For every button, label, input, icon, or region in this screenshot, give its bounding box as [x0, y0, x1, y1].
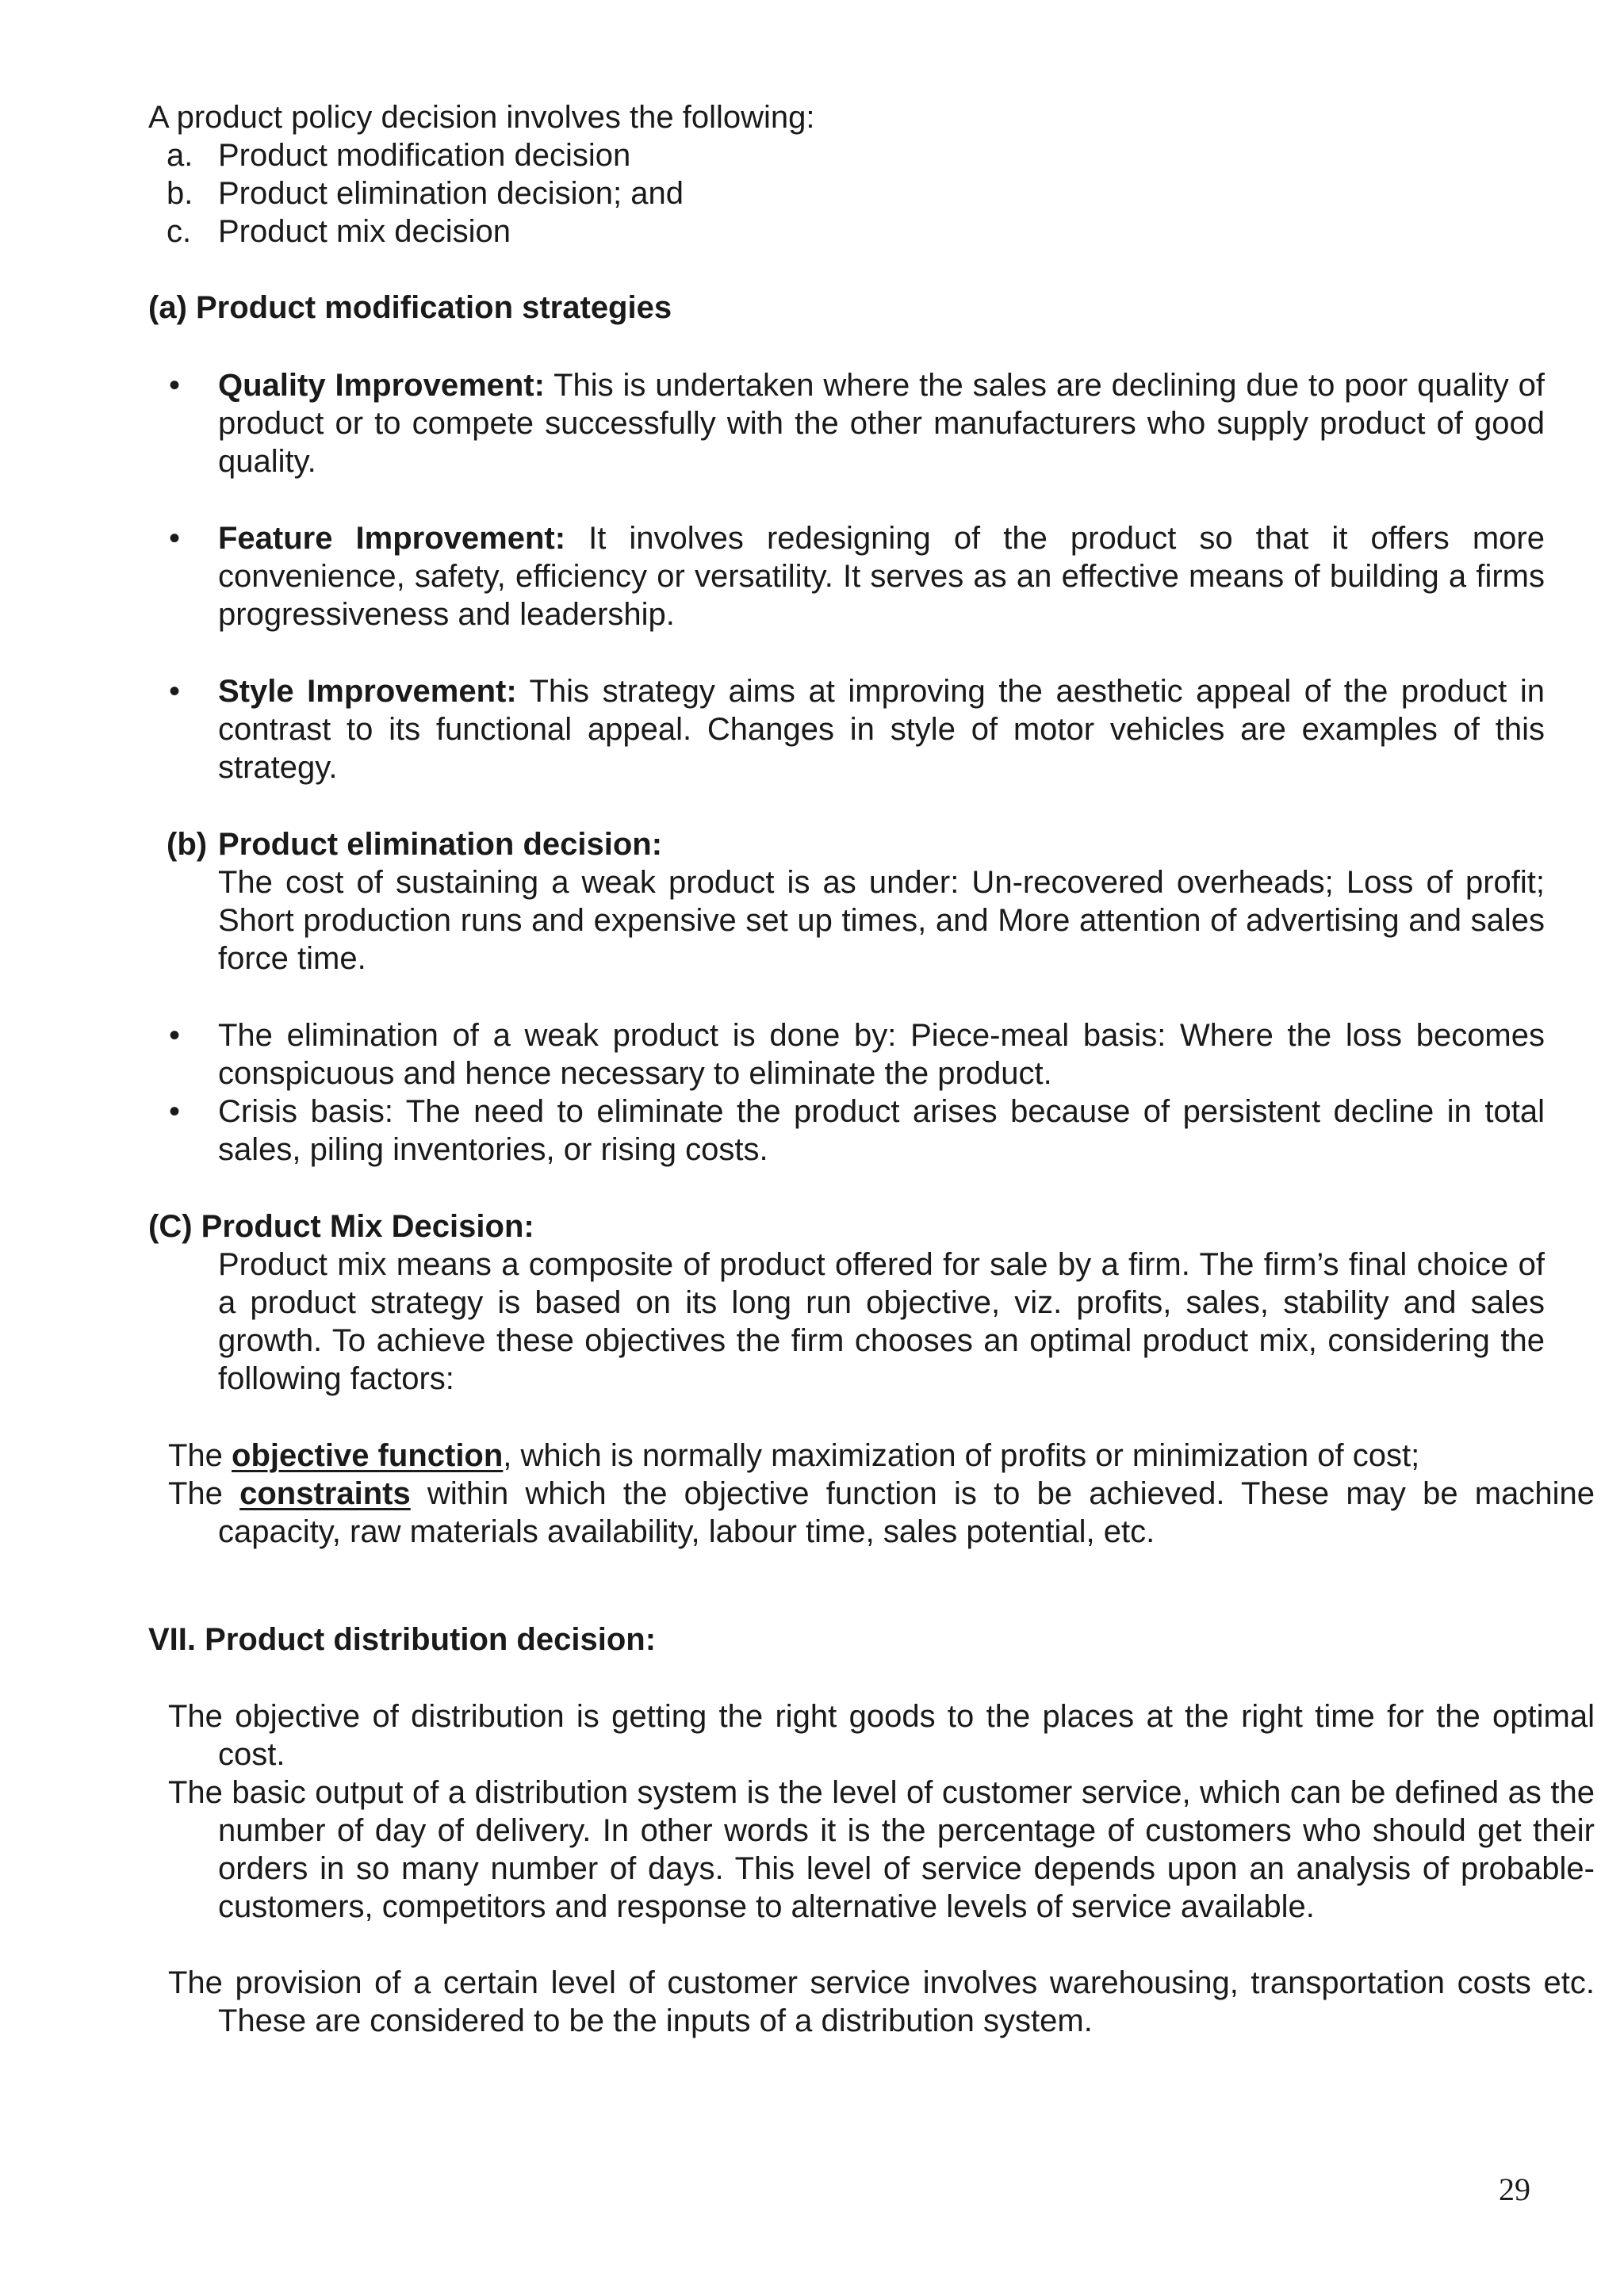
constraints-term: constraints	[239, 1476, 411, 1511]
distribution-paragraph-3: The provision of a certain level of customer service involves warehousing, transportation costs etc. These are considered to be the inputs of a distribution system.	[168, 1965, 1595, 2038]
piece-meal-item: The elimination of a weak product is done by: Piece-meal basis: Where the loss becomes conspicuous and hence necessary to eliminate the product.	[218, 1018, 1545, 1091]
intro-item-a: Product modification decision	[218, 138, 631, 173]
section-a-heading: (a) Product modification strategies	[148, 290, 672, 325]
objective-function-term: objective function	[232, 1438, 504, 1473]
intro-item-b-marker: b.	[167, 176, 193, 211]
style-improvement-item	[218, 672, 1545, 786]
bullet-icon: •	[168, 1018, 180, 1053]
factor-rest: , which is normally maximization of profits or minimization of cost;	[503, 1438, 1420, 1473]
bullet-icon: •	[168, 1094, 180, 1129]
objective-function-factor	[168, 1437, 1419, 1475]
feature-improvement-title: Feature Improvement:	[218, 521, 566, 556]
constraints-factor	[168, 1475, 1595, 1551]
intro-text: A product policy decision involves the following:	[148, 100, 815, 135]
intro-item-c-marker: c.	[167, 214, 192, 249]
intro-item-a-marker: a.	[167, 138, 193, 173]
factor-lead: The	[168, 1476, 240, 1511]
factor-lead: The	[168, 1438, 232, 1473]
bullet-icon: •	[168, 521, 180, 556]
style-improvement-title: Style Improvement:	[218, 674, 517, 709]
intro-item-b: Product elimination decision; and	[218, 176, 684, 211]
crisis-basis-item: Crisis basis: The need to eliminate the product arises because of persistent decline in total sales, piling inventories, or rising costs.	[218, 1094, 1545, 1167]
bullet-icon: •	[168, 368, 180, 403]
quality-improvement-item	[218, 366, 1545, 480]
quality-improvement-title: Quality Improvement:	[218, 368, 545, 403]
factor-rest: within which the objective function is to be achieved. These may be machine capacity, raw materials availability, labour time, sales potential, etc.	[218, 1476, 1595, 1549]
bullet-icon: •	[168, 674, 180, 709]
intro-item-c: Product mix decision	[218, 214, 511, 249]
section-b-paragraph: The cost of sustaining a weak product is as under: Un-recovered overheads; Loss of profit; Short production runs and expensive set up times, and More attention of advertising and sales force time.	[218, 865, 1545, 976]
section-c-heading: (C) Product Mix Decision:	[148, 1209, 534, 1244]
distribution-paragraph-1: The objective of distribution is getting the right goods to the places at the right time for the optimal cost.	[168, 1699, 1595, 1772]
section-b-heading: Product elimination decision:	[218, 827, 663, 862]
distribution-paragraph-2: The basic output of a distribution system is the level of customer service, which can be defined as the number of day of delivery. In other words it is the percentage of customers who should get their orders in so many number of days. This level of service depends upon an analysis of probable-customers, competitors and response to alternative levels of service available.	[168, 1775, 1595, 1924]
feature-improvement-body: It involves redesigning of the product so that it offers more convenience, safety, efficiency or versatility. It serves as an effective means of building a firms progressiveness and leadership.	[218, 521, 1545, 632]
quality-improvement-body: This is undertaken where the sales are declining due to poor quality of product or to compete successfully with the other manufacturers who supply product of good quality.	[218, 368, 1545, 479]
style-improvement-body: This strategy aims at improving the aesthetic appeal of the product in contrast to its functional appeal. Changes in style of motor vehicles are examples of this strategy.	[218, 674, 1545, 785]
page-number: 29	[1499, 2172, 1530, 2207]
section-vii-heading: VII. Product distribution decision:	[148, 1622, 657, 1657]
section-c-paragraph: Product mix means a composite of product offered for sale by a firm. The firm’s final choice of a product strategy is based on its long run objective, viz. profits, sales, stability and sales growth. To achieve these objectives the firm chooses an optimal product mix, considering the following factors:	[218, 1247, 1545, 1396]
feature-improvement-item	[218, 519, 1545, 633]
section-b-marker: (b)	[167, 827, 208, 862]
